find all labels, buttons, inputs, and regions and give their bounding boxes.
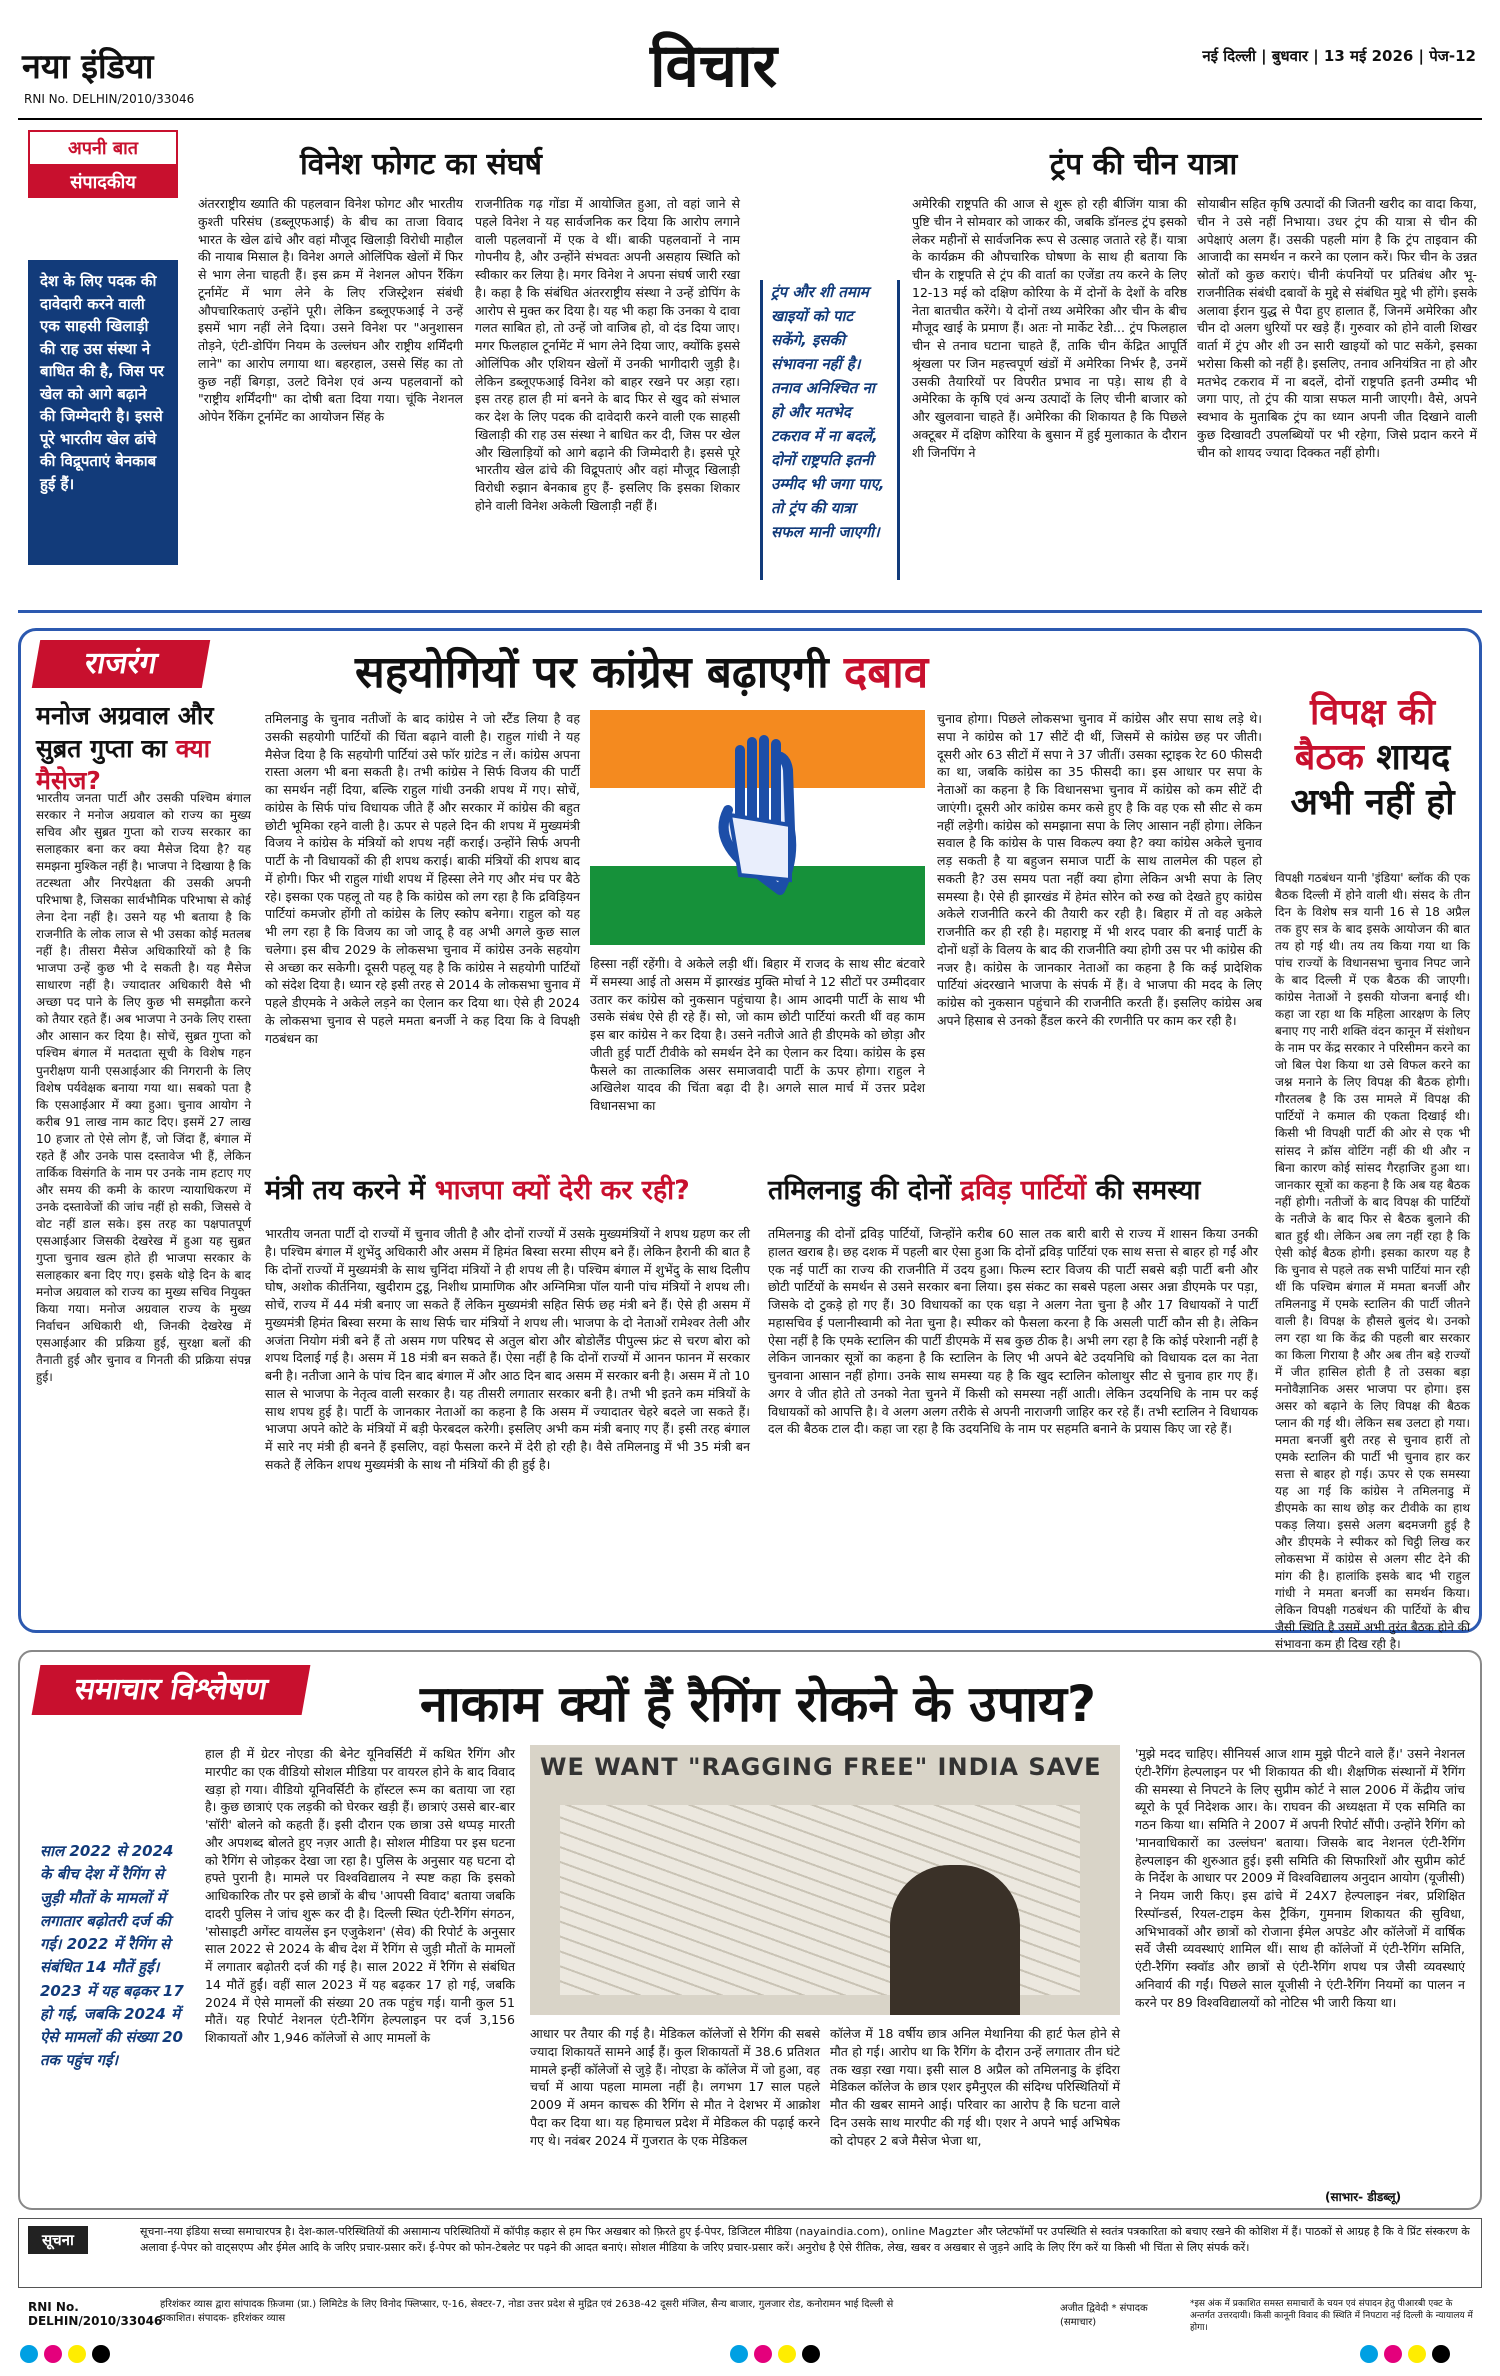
rajrang-left-headline [36, 700, 251, 798]
color-dot [20, 2345, 38, 2363]
headline-part: शायद अभी नहीं हो [1290, 737, 1455, 823]
samachar-tag: समाचार विश्लेषण [32, 1665, 311, 1715]
samachar-col3: कॉलेज में 18 वर्षीय छात्र अनिल मेथानिया की हार्ट फेल होने से मौत हो गई। आरोप था कि रैगिंग के दौरान उन्हें लगातार तीन घंटे तक खड़ा रखा गया। इसी साल 8 अप्रैल को तमिलनाडु के इंदिरा मेडिकल कॉलेज के छात्र एशर इमैनुएल की संदिग्ध परिस्थितियों में मौत की खबर सामने आई। परिवार का आरोप है कि घटना वाले दिन उसके साथ मारपीट की गई थी। एशर ने अपने भाई अभिषेक को दोपहर 2 बजे मैसेज भेजा था, [830, 2026, 1120, 2148]
registration-color-dots [730, 2345, 826, 2367]
color-dot [730, 2345, 748, 2363]
ragging-protest-photo [530, 1745, 1120, 2015]
headline-part: मंत्री तय करने में [265, 1175, 435, 1206]
color-dot [1432, 2345, 1450, 2363]
apni-baat-tag: अपनी बात [28, 130, 178, 166]
samachar-col1: हाल ही में ग्रेटर नोएडा की बेनेट यूनिवर्सिटी में कथित रैगिंग और मारपीट का एक वीडियो सोशल मीडिया पर वायरल होने के बाद विवाद खड़ा हो गया। वीडियो यूनिवर्सिटी के हॉस्टल रूम का बताया जा रहा है। कुछ छात्राएं एक लड़की को घेरकर खड़ी हैं। छात्राएं उससे बार-बार 'सॉरी' बोलने को कहती हैं। इसी दौरान एक छात्रा उसे थप्पड़ मारती और अपशब्द बोलते हुए नज़र आती है। सोशल मीडिया पर इस घटना को रैगिंग से जोड़कर देखा जा रहा है। पुलिस के अनुसार यह घटना दो हफ्ते पुरानी है। मामले पर विश्वविद्यालय ने स्पष्ट कहा कि इसको आधिकारिक तौर पर इसे छात्रों के बीच 'आपसी विवाद' बताया जबकि दादरी पुलिस ने जांच शुरू कर दी है। दिल्ली स्थित एंटी-रैगिंग संगठन, 'सोसाइटी अगेंस्ट वायलेंस इन एजुकेशन' (सेव) की रिपोर्ट के अनुसार साल 2022 से 2024 के बीच देश में रैगिंग से जुड़ी मौतों के मामलों में लगातार बढ़ोतरी दर्ज की गई है। साल 2022 में रैगिंग से संबंधित 14 मौतें हुईं। वहीं साल 2023 में यह बढ़कर 17 हो गई, जबकि 2024 में ऐसे मामलों की संख्या 20 तक पहुंच गई। यानी कुल 51 मौतें। यह रिपोर्ट नेशनल एंटी-रैगिंग हेल्पलाइन पर दर्ज 3,156 शिकायतों और 1,946 कॉलेजों से आए मामलों के [205, 1746, 515, 2045]
registration-color-dots [1360, 2345, 1456, 2367]
article2-col1: अमेरिकी राष्ट्रपति की आज से शुरू हो रही बीजिंग यात्रा की पुष्टि चीन ने सोमवार को जाकर की, जबकि डॉनल्ड ट्रंप इसको लेकर महीनों से सार्वजनिक रूप से उत्साह जताते रहे हैं। यात्रा के कार्यक्रम की औपचारिक घोषणा के साथ ही बताया कि चीन के राष्ट्रपति से ट्रंप की वार्ता का एजेंडा तय करने के लिए 12-13 मई को दक्षिण कोरिया के में दोनों के देशों के वरिष्ठ नेता बातचीत करेंगे। ये दोनों तथ्य अमेरिका और चीन के बीच मौजूद खाई के प्रमाण हैं। अतः नो मार्केट रेडी... ट्रंप फिलहाल चीन से तनाव घटाना चाहते हैं, ताकि चीन केंद्रित आपूर्ति श्रृंखला पर जिन महत्त्वपूर्ण खंडों में अमेरिका निर्भर है, उनमें उसकी तैयारियों पर विपरीत प्रभाव ना पड़े। साथ ही वे अमेरिका के कृषि एवं अन्य उत्पादों के लिए चीनी बाजार को और खुलवाना चाहते हैं। अमेरिका की शिकायत है कि पिछले अक्टूबर में दक्षिण कोरिया के बुसान में हुई मुलाकात के दौरान शी जिनपिंग ने [912, 196, 1187, 460]
rni-number: RNI No. DELHIN/2010/33046 [24, 92, 195, 106]
center-col2: हिस्सा नहीं रहेंगी। वे अकेले लड़ी थीं। बिहार में राजद के साथ सीट बंटवारे में समस्या आई तो असम में झारखंड मुक्ति मोर्चा ने 12 सीटों पर उम्मीदवार उतार कर कांग्रेस को नुकसान पहुंचाया है। आम आदमी पार्टी के साथ भी उसके संबंध ऐसे ही रहे हैं। सो, जो काम छोटी पार्टियां करती थीं वह काम इस बार कांग्रेस ने कर दिया है। उसने नतीजे आते ही डीएमके को छोड़ा और जीती हुई पार्टी टीवीके को समर्थन देने का ऐलान कर दिया। कांग्रेस के इस फैसले का तात्कालिक असर समाजवादी पार्टी के ऊपर होगा। राहुल ने अखिलेश यादव की चिंता बढ़ा दी है। अगले साल मार्च में उत्तर प्रदेश विधानसभा का [590, 956, 925, 1113]
article2-headline: ट्रंप की चीन यात्रा [1050, 147, 1238, 182]
headline-highlight: द्रविड़ पार्टियों [960, 1175, 1087, 1206]
headline-part: सहयोगियों पर कांग्रेस बढ़ाएगी [355, 647, 844, 698]
samachar-side-quote: साल 2022 से 2024 के बीच देश में रैगिंग से जुड़ी मौतों के मामलों में लगातार बढ़ोतरी दर्ज की गई। 2022 में रैगिंग से संबंधित 14 मौतें हुईं। 2023 में यह बढ़कर 17 हो गई, जबकि 2024 में ऐसे मामलों की संख्या 20 तक पहुंच गई। [40, 1842, 184, 2070]
sampadakiya-tag: संपादकीय [28, 166, 178, 198]
editorial-pull-quote: ट्रंप और शी तमाम खाइयों को पाट सकेंगे, इसकी संभावना नहीं है। तनाव अनिश्चित ना हो और मतभेद टकराव में ना बदलें, दोनों राष्ट्रपति इतनी उम्मीद भी जगा पाए, तो ट्रंप की यात्रा सफल मानी जाएगी। [760, 280, 900, 580]
headline-part: मनोज अग्रवाल और सुब्रत गुप्ता का [36, 701, 214, 763]
article2-col2: सोयाबीन सहित कृषि उत्पादों की जितनी खरीद का वादा किया, चीन ने उसे नहीं निभाया। उधर ट्रंप की यात्रा से चीन की अपेक्षाएं अलग हैं। उसकी पहली मांग है कि ट्रंप ताइवान की आजादी का समर्थन न करने का एलान करें। फिर चीन के उन्नत स्रोतों को कुछ कराएं। चीनी कंपनियों पर प्रतिबंध और भू-राजनीतिक संबंधी दबावों के मुद्दे से संबंधित मुद्दे भी होंगे। इसके अलावा ईरान युद्ध से पैदा हुए हालात हैं, जिनमें अमेरिका और चीन दो अलग धुरियों पर खड़े हैं। गुरुवार को होने वाली शिखर वार्ता में ट्रंप और शी उन सारी खाइयों को पाट सकेंगे, इसका भरोसा किसी को नहीं है। इसलिए, तनाव अनियंत्रित ना हो और मतभेद टकराव में ना बदलें, दोनों राष्ट्रपति इतनी उम्मीद भी जगा पाए, तो ट्रंप की यात्रा सफल मानी जाएगी। वैसे, अपने स्वभाव के मुताबिक ट्रंप का ध्यान अपनी जीत दिखाने वाली कुछ दिखावटी उपलब्धियों पर भी रहेगा, जिसे प्रदान करने में चीन को शायद ज्यादा दिक्कत नहीं होगी। [1197, 196, 1477, 460]
article1-col1: अंतरराष्ट्रीय ख्याति की पहलवान विनेश फोगट और भारतीय कुश्ती परिसंघ (डब्लूएफआई) के बीच का ताजा विवाद भारत के खेल ढांचे और वहां मौजूद खिलाड़ी विरोधी माहौल की नायाब मिसाल है। विनेश अगले ओलिंपिक खेलों में फिर से भाग लेना चाहती हैं। इस क्रम में नेशनल ओपन रैंकिंग टूर्नामेंट में भाग लेने के लिए रजिस्ट्रेशन संबंधी औपचारिकताएं उन्होंने पूरी। लेकिन डब्लूएफआई ने उन्हें इसमें भाग नहीं लेने दिया। उसने विनेश पर "अनुशासन तोड़ने, एंटी-डोपिंग नियम के उल्लंघन और राष्ट्रीय शर्मिंदगी लाने" का आरोप लगाया था। बहरहाल, उससे सिंह का तो कुछ नहीं बिगड़ा, उलटे विनेश एवं अन्य पहलवानों को "राष्ट्रीय शर्मिंदगी" का दोषी बता दिया गया। चूंकि नेशनल ओपेन रैंकिंग टूर्नामेंट का आयोजन सिंह के [198, 196, 463, 424]
notice-text: सूचना-नया इंडिया सच्चा समाचारपत्र है। देश-काल-परिस्थितियों की असामान्य परिस्थितियों में कॉपीड़ कहार से हम फिर अखबार को फ़िरते हुए ई-पेपर, डिजिटल मीडिया (nayaindia.com), online Magzter और प्लेटफॉर्मों पर उपस्थिति से स्वतंत्र पत्रकारिता को बचाए रखने की कोशिश में हैं। पाठकों से आग्रह है कि वे प्रिंट संस्करण के अलावा ई-पेपर को वाट्सएप्प और ईमेल आदि के जरिए प्रचार-प्रसार करें। ई-पेपर को फोन-टेबलेट पर पढ़ने की आदत बनाएं। सोशल मीडिया के जरिए प्रचार-प्रसार करें। अनुरोध है ऐसे रीतिक, लेख, खबर व अखबार से जुड़ने आदि के लिए रिंग करें या किसी भी चिंता से लिए संपर्क करें। [140, 2225, 1470, 2254]
article1-col2: राजनीतिक गढ़ गोंडा में आयोजित हुआ, तो वहां जाने से पहले विनेश ने यह सार्वजनिक कर दिया कि आरोप लगाने वाली पहलवानों में एक वे थीं। बाकी पहलवानों ने नाम गोपनीय है, और उन्होंने संभवतः अपनी असहाय स्थिति को स्वीकार कर लिया है। मगर विनेश ने अपना संघर्ष जारी रखा है। कहा है कि संबंधित अंतरराष्ट्रीय संस्था ने उन्हें डोपिंग के आरोप से मुक्त कर दिया है। यह भी कहा कि उनका ये दावा गलत साबित हो, तो उन्हें जो वाजिब हो, वो दंड दिया जाए। मगर फिलहाल टूर्नामेंट में भाग लेने दिया जाए, क्योंकि इससे ओलिंपिक और एशियन खेलों में उनकी भागीदारी जुड़ी है। लेकिन डब्लूएफआई विनेश को बाहर रखने पर अड़ा रहा। इस तरह हाल ही मां बनने के बाद फिर से खुद को संभाल कर देश के लिए पदक की दावेदारी करने वाली एक साहसी खिलाड़ी की राह उस संस्था ने बाधित कर दी, जिस पर खेल और खिलाड़ियों को आगे बढ़ाने की जिम्मेदारी है। इससे पूरे भारतीय खेल ढांचे की विद्रूपताएं और वहां मौजूद खिलाड़ी विरोधी रुझान बेनकाब हुए हैं- इसलिए कि इसका शिकार होने वाली विनेश अकेली खिलाड़ी नहीं हैं। [475, 196, 740, 513]
center-col3: चुनाव होगा। पिछले लोकसभा चुनाव में कांग्रेस और सपा साथ लड़े थे। सपा ने कांग्रेस को 17 सीटें दी थीं, जिसमें से कांग्रेस छह पर जीती। दूसरी ओर 63 सीटों में सपा ने 37 जीतीं। उसका स्ट्राइक रेट 60 फीसदी का था, जबकि कांग्रेस का 35 फीसदी का। इस आधार पर सपा के नेताओं का कहना है कि विधानसभा चुनाव में कांग्रेस को कम सीटें दी जाएंगी। दूसरी ओर कांग्रेस कमर कसे हुए है कि वह एक सौ सीट से कम नहीं लड़ेगी। कांग्रेस को समझाना सपा के लिए आसान नहीं होगा। लेकिन सवाल है कि कांग्रेस के पास विकल्प क्या है? क्या कांग्रेस अकेले चुनाव लड़ सकती है या बहुजन समाज पार्टी के साथ तालमेल की पहल हो सकती है? उस समय पता नहीं क्या होगा लेकिन अभी सपा के लिए समस्या है। ऐसे ही झारखंड में हेमंत सोरेन को रुख को देखते हुए कांग्रेस अकेले राजनीति करने की तैयारी कर रही है। बिहार में तो वह अकेले राजनीति कर ही रही है। महाराष्ट्र में भी शरद पवार की बनाई पार्टी के दोनों धड़ों के विलय के बाद की राजनीति क्या होगी उस पर भी कांग्रेस की नजर है। कांग्रेस के जानकार नेताओं का कहना है कि कई प्रादेशिक पार्टियां अंदरखाने भाजपा के संपर्क में हैं। वे भाजपा की मदद के लिए कांग्रेस को नुकसान पहुंचाने की राजनीति करती हैं। इसलिए कांग्रेस अब अपने हिसाब से उनको हैंडल करने की रणनीति पर काम कर रही है। [937, 711, 1262, 1028]
middle-right-headline [768, 1170, 1200, 1207]
color-dot [68, 2345, 86, 2363]
right-headline [1275, 690, 1470, 825]
right-body: विपक्षी गठबंधन यानी 'इंडिया' ब्लॉक की एक बैठक दिल्ली में होने वाली थी। संसद के तीन दिन के विशेष सत्र यानी 16 से 18 अप्रैल तक हुए सत्र के बाद इसके आयोजन की बात तय हो गई थी। तय तय किया गया था कि पांच राज्यों के विधानसभा चुनाव निपट जाने के बाद दिल्ली में एक बैठक की जाएगी। कांग्रेस नेताओं ने इसकी योजना बनाई थी। कहा जा रहा था कि महिला आरक्षण के लिए बनाए गए नारी शक्ति वंदन कानून में संशोधन के नाम पर केंद्र सरकार ने परिसीमन करने का जो बिल पेश किया था उसे विफल करने का जश्न मनाने के लिए विपक्ष की बैठक होगी। गौरतलब है कि उस मामले में विपक्ष की पार्टियों ने कमाल की एकता दिखाई थी। किसी भी विपक्षी पार्टी की ओर से एक भी सांसद ने क्रॉस वोटिंग नहीं की थी और न बिना कारण कोई सांसद गैरहाजिर हुआ था। जानकार सूत्रों का कहना है कि अब यह बैठक नहीं होगी। नतीजों के बाद विपक्ष की पार्टियों के नतीजे के बाद फिर से बैठक बुलाने की बात हुई थी। लेकिन अब लग नहीं रहा है कि ऐसी कोई बैठक होगी। इसका कारण यह है कि चुनाव से पहले तक सभी पार्टियां मान रही थीं कि पश्चिम बंगाल में ममता बनर्जी और तमिलनाडु में एमके स्टालिन की पार्टी जीतने वाली है। विपक्ष के हौसले बुलंद थे। उनको लग रहा था कि केंद्र की पहली बार सरकार का किला गिराया है और अब तीन बड़े राज्यों में जीत हासिल होती है तो उसका बड़ा मनोवैज्ञानिक असर भाजपा पर होगा। इस असर को बढ़ाने के लिए विपक्ष की बैठक प्लान की गई थी। लेकिन सब उलटा हो गया। ममता बनर्जी बुरी तरह से चुनाव हारीं तो एमके स्टालिन की पार्टी भी चुनाव हार कर सत्ता से बाहर हो गई। ऊपर से एक समस्या यह आ गई कि कांग्रेस ने तमिलनाडु में डीएमके का साथ छोड़ कर टीवीके का हाथ पकड़ लिया। इससे अलग बदमजगी हुई है और डीएमके ने स्पीकर को चिट्ठी लिख कर लोकसभा में कांग्रेस से अलग सीट देने की मांग की है। हालांकि इसके बाद भी राहुल गांधी ने ममता बनर्जी का समर्थन किया। लेकिन विपक्षी गठबंधन की पार्टियों के बीच जैसी स्थिति है उसमें अभी तुरंत बैठक होने की संभावना कम ही दिख रही है। [1275, 871, 1470, 1652]
samachar-headline: नाकाम क्यों हैं रैगिंग रोकने के उपाय? [420, 1675, 1097, 1733]
student-figure [890, 1865, 1020, 2015]
headline-highlight: बैठक [1294, 737, 1364, 778]
center-col1: तमिलनाडु के चुनाव नतीजों के बाद कांग्रेस ने जो स्टैंड लिया है वह उसकी सहयोगी पार्टियों की चिंता बढ़ाने वाली है। राहुल गांधी ने यह मैसेज दिया है कि सहयोगी पार्टियां उसे फॉर ग्रांटेड न लें। कांग्रेस अपना रास्ता अलग भी बना सकती है। तभी कांग्रेस ने सिर्फ विजय की पार्टी का समर्थन नहीं दिया, बल्कि राहुल गांधी उनकी शपथ में गए। सोचें, कांग्रेस के सिर्फ पांच विधायक जीते हैं और सरकार में कांग्रेस की बहुत छोटी भूमिका रहने वाली है। ऊपर से पहले दिन की शपथ में मुख्यमंत्री विजय ने कांग्रेस के मंत्रियों को शपथ नहीं कराई। उन्होंने सिर्फ अपनी पार्टी के नौ विधायकों की ही शपथ कराई। बाकी मंत्रियों की शपथ बाद में होगी। फिर भी राहुल गांधी शपथ में हिस्सा लेने गए और मंच पर बैठे रहे। इसका एक पहलू तो यह है कि कांग्रेस को लग रहा है कि द्रविड़ियन पार्टियां कमजोर होंगी तो कांग्रेस के लिए स्कोप बनेगा। राहुल को यह भी लग रहा है कि विजय का जो जादू है वह अभी अगले कुछ साल चलेगा। इस बीच 2029 के लोकसभा चुनाव में कांग्रेस उनके सहयोग से अच्छा कर सकेगी। दूसरी पहलू यह है कि कांग्रेस ने सहयोगी पार्टियों को संदेश दिया है। ध्यान रहे इसी तरह से 2014 के लोकसभा चुनाव में पहले डीएमके ने अकेले लड़ने का ऐलान कर दिया था। ऐसे ही 2024 के लोकसभा चुनाव से पहले ममता बनर्जी ने कह दिया कि वे विपक्षी गठबंधन का [265, 711, 580, 1046]
editorial-side-blurb: देश के लिए पदक की दावेदारी करने वाली एक साहसी खिलाड़ी की राह उस संस्था ने बाधित की है, जिस पर खेल को आगे बढ़ाने की जिम्मेदारी है। इससे पूरे भारतीय खेल ढांचे की विद्रूपताएं बेनकाब हुई हैं। [28, 260, 178, 565]
rajrang-left-body: भारतीय जनता पार्टी और उसकी पश्चिम बंगाल सरकार ने मनोज अग्रवाल को राज्य का मुख्य सचिव और सुब्रत गुप्ता को राज्य सरकार का सलाहकार बना कर क्या मैसेज दिया है? यह समझना मुश्किल नहीं है। भाजपा ने दिखाया है कि तटस्थता और निरपेक्षता की उसकी अपनी परिभाषा है, जिसका सार्वभौमिक परिभाषा से कोई लेना देना नहीं है। उसने यह भी बताया है कि राजनीति के लोक लाज से भी उसका कोई मतलब नहीं है। तीसरा मैसेज अधिकारियों को है कि भाजपा उन्हें कुछ भी दे सकती है। यह मैसेज साधारण नहीं है। ज्यादातर अधिकारी वैसे भी अच्छा पद पाने के लिए कुछ भी समझौता करने को तैयार रहते हैं। अब भाजपा ने उनके लिए रास्ता और आसान कर दिया है। सोचें, सुब्रत गुप्ता को पश्चिम बंगाल में मतदाता सूची के विशेष गहन पुनरीक्षण यानी एसआईआर की निगरानी के लिए विशेष पर्यवेक्षक बनाया गया था। सबको पता है कि एसआईआर में क्या हुआ। चुनाव आयोग ने करीब 91 लाख नाम काट दिए। इसमें 27 लाख 10 हजार तो ऐसे लोग हैं, जो जिंदा हैं, बंगाल में रहते हैं और उनके पास दस्तावेज भी हैं, लेकिन तार्किक विसंगति के नाम पर उनके नाम हटाए गए और समय की कमी के कारण न्यायाधिकरण में उनके दस्तावेजों की जांच नहीं हो सकी, जिससे वे वोट नहीं डाल सके। इस तरह का पक्षपातपूर्ण एसआईआर जिसकी देखरेख में हुआ यह सुब्रत गुप्ता चुनाव खत्म होते ही भाजपा सरकार के सलाहकार बना दिए गए। इसके थोड़े दिन के बाद मनोज अग्रवाल को राज्य का मुख्य सचिव नियुक्त किया गया। मनोज अग्रवाल राज्य के मुख्य निर्वाचन अधिकारी थी, जिनकी देखरेख में एसआईआर की प्रक्रिया हुई, सुरक्षा बलों की तैनाती हुई और चुनाव व गिनती की प्रक्रिया संपन्न हुई। [36, 791, 251, 1385]
section-title: विचार [650, 31, 778, 101]
samachar-col4: 'मुझे मदद चाहिए। सीनियर्स आज शाम मुझे पीटने वाले हैं।' उसने नेशनल एंटी-रैगिंग हेल्पलाइन पर भी शिकायत की थी। शैक्षणिक संस्थानों में रैगिंग की समस्या से निपटने के लिए सुप्रीम कोर्ट ने साल 2006 में केंद्रीय जांच ब्यूरो के पूर्व निदेशक आर। के। राघवन की अध्यक्षता में एक समिति का गठन किया था। समिति ने 2007 में अपनी रिपोर्ट सौंपी। उन्होंने रैगिंग को 'मानवाधिकारों का उल्लंघन' बताया। जिसके बाद नेशनल एंटी-रैगिंग हेल्पलाइन की शुरुआत हुई। इसी समिति की सिफारिशों और सुप्रीम कोर्ट के निर्देश के आधार पर 2009 में विश्वविद्यालय अनुदान आयोग (यूजीसी) ने नियम जारी किए। इस ढांचे में 24X7 हेल्पलाइन नंबर, प्रशिक्षित रिस्पॉन्डर्स, रियल-टाइम केस ट्रैकिंग, गुमनाम शिकायत की सुविधा, अभिभावकों और छात्रों को रोजाना ईमेल अपडेट और कॉलेजों में वार्षिक सर्वे जैसी व्यवस्थाएं शामिल थीं। साथ ही कॉलेजों में एंटी-रैगिंग समिति, एंटी-रैगिंग स्क्वॉड और छात्रों से एंटी-रैगिंग शपथ पत्र जैसी व्यवस्थाएं अनिवार्य की गईं। पिछले साल यूजीसी ने एंटी-रैगिंग नियमों का पालन न करने पर 89 विश्वविद्यालयों को नोटिस भी जारी किया था। [1135, 1746, 1465, 2010]
color-dot [1360, 2345, 1378, 2363]
color-dot [802, 2345, 820, 2363]
footer-imprint: हरिशंकर व्यास द्वारा सांपादक फ़िजमा (प्रा.) लिमिटेड के लिए विनोद फ्लिप्सार, ए-16, सेक्टर-7, नोडा उत्तर प्रदेश से मुद्रित एवं 2638-42 दूसरी मंजिल, सैन्य बाजार, गुलजार रोड, कनोरामन भाई दिल्ली से प्रकाशित। संपादक- हरिशंकर व्यास [160, 2299, 894, 2324]
footer-rni: RNI No. DELHIN/2010/33046 [28, 2300, 163, 2328]
color-dot [44, 2345, 62, 2363]
registration-color-dots [20, 2345, 116, 2367]
header-rule [18, 118, 1482, 120]
rajrang-tag: राजरंग [32, 640, 210, 688]
headline-highlight: भाजपा क्यों देरी कर रही? [434, 1175, 690, 1206]
footer-editor: अजीत द्विवेदी * संपादक (समाचार) [1060, 2303, 1148, 2328]
samachar-col2: आधार पर तैयार की गई है। मेडिकल कॉलेजों से रैगिंग की सबसे ज्यादा शिकायतें सामने आईं हैं। कुल शिकायतों में 38.6 प्रतिशत मामले इन्हीं कॉलेजों से जुड़े हैं। नोएडा के कॉलेज में जो हुआ, वह चर्चा में आया पहला मामला नहीं है। लगभग 17 साल पहले 2009 में अमन काचरू की रैगिंग से मौत ने देशभर में आक्रोश पैदा कर दिया था। यह हिमाचल प्रदेश में मेडिकल की पढ़ाई करने गए थे। नवंबर 2024 में गुजरात के एक मेडिकल [530, 2026, 820, 2148]
dateline: नई दिल्ली | बुधवार | 13 मई 2026 | पेज-12 [1202, 47, 1476, 65]
samachar-credit: (साभार- डीडब्लू) [1325, 2190, 1402, 2204]
article1-headline: विनेश फोगट का संघर्ष [300, 147, 542, 182]
editorial-tags [28, 130, 178, 198]
middle-left-headline [265, 1170, 690, 1207]
notice-label: सूचना [28, 2226, 88, 2254]
congress-flag-image [590, 710, 925, 945]
footer-disclaimer: *इस अंक में प्रकाशित समस्त समाचारों के चयन एवं संपादन हेतु पीआरबी एक्ट के अन्तर्गत उत्तरदायी। किसी कानूनी विवाद की स्थिति में निपटारा नई दिल्ली के न्यायालय में होगा। [1190, 2299, 1473, 2334]
section-divider [18, 610, 1482, 613]
headline-part: की समस्या [1086, 1175, 1201, 1206]
photo-banner-text: WE WANT "RAGGING FREE" INDIA SAVE [540, 1753, 1102, 1781]
color-dot [92, 2345, 110, 2363]
headline-part: विपक्ष की [1309, 692, 1436, 733]
headline-part: तमिलनाडु की दोनों [768, 1175, 961, 1206]
color-dot [754, 2345, 772, 2363]
headline-highlight: दबाव [843, 647, 929, 698]
color-dot [778, 2345, 796, 2363]
center-headline [355, 640, 928, 700]
headline-highlight: क्या मैसेज? [36, 733, 211, 795]
masthead-logo: नया इंडिया [22, 47, 154, 87]
color-dot [1384, 2345, 1402, 2363]
color-dot [1408, 2345, 1426, 2363]
middle-right-body: तमिलनाडु की दोनों द्रविड़ पार्टियों, जिन्होंने करीब 60 साल तक बारी बारी से राज्य में शासन किया उनकी हालत खराब है। छह दशक में पहली बार ऐसा हुआ कि दोनों द्रविड़ पार्टियां एक साथ सत्ता से बाहर हो गईं और एक नई पार्टी का राज्य की राजनीति में उदय हुआ। फिल्म स्टार विजय की पार्टी सबसे बड़ी पार्टी बनी और छोटी पार्टियों के समर्थन से उसने सरकार बना लिया। इस संकट का सबसे पहला असर अन्ना डीएमके पर पड़ा, जिसके दो टुकड़े हो गए हैं। 30 विधायकों का एक धड़ा ने अलग नेता चुना है और 17 विधायकों ने पार्टी महासचिव ई पलानीस्वामी को नेता चुना है। स्पीकर को फैसला करना है कि असली पार्टी कौन सी है। लेकिन ऐसा नहीं है कि एमके स्टालिन की पार्टी डीएमके में सब कुछ ठीक है। अभी लग रहा है कि कोई परेशानी नहीं है लेकिन जानकार सूत्रों का कहना है कि स्टालिन के लिए भी अपने बेटे उदयनिधि को विधायक दल का नेता चुनवाना आसान नहीं होगा। उनके साथ समस्या यह है कि खुद स्टालिन कोलाथुर सीट से चुनाव हार गए हैं। अगर वे जीत होते तो उनको नेता चुनने में किसी को समस्या नहीं आती। लेकिन उदयनिधि के नाम पर कई विधायकों को आपत्ति है। वे अलग अलग तरीके से अपनी नाराजगी जाहिर कर रहे हैं। तभी स्टालिन ने विधायक दल की बैठक टाल दी। कहा जा रहा है कि उदयनिधि के नाम पर सहमति बनाने के प्रयास किए जा रहे हैं। [768, 1226, 1258, 1437]
middle-left-body: भारतीय जनता पार्टी दो राज्यों में चुनाव जीती है और दोनों राज्यों में उसके मुख्यमंत्रियों ने शपथ ग्रहण कर ली है। पश्चिम बंगाल में शुभेंदु अधिकारी और असम में हिमंत बिस्वा सरमा सीएम बने हैं। लेकिन हैरानी की बात है कि दोनों राज्यों में मुख्यमंत्री के साथ चुनिंदा मंत्रियों ने ही शपथ ली है। पश्चिम बंगाल में शुभेंदु के साथ दिलीप घोष, अशोक कीर्तनिया, खुदीराम टुडू, निशीथ प्रामाणिक और अग्निमित्रा पॉल यानी पांच मंत्रियों ने शपथ ली। सोचें, राज्य में 44 मंत्री बनाए जा सकते हैं लेकिन मुख्यमंत्री सहित सिर्फ छह मंत्री बने हैं। ऐसे ही असम में मुख्यमंत्री हिमंत बिस्वा सरमा के साथ सिर्फ चार मंत्रियों ने शपथ ली। भाजपा के दो नेताओं रामेश्वर तेली और अजंता नियोग मंत्री बने हैं तो असम गण परिषद से अतुल बोरा और बोडोलैंड पीपुल्स फ्रंट से चरण बोरा को शपथ दिलाई गई है। असम में 18 मंत्री बन सकते हैं। ऐसा नहीं है कि दोनों राज्यों में आनन फानन में सरकार बनी है। नतीजा आने के पांच दिन बाद बंगाल में और आठ दिन बाद असम में सरकार बनी है। असम में तो 10 साल से भाजपा के नेतृत्व वाली सरकार है। यह तीसरी लगातार सरकार बनी है। तभी भी इतने कम मंत्रियों के साथ शपथ हुई है। पार्टी के जानकार नेताओं का कहना है कि असम में ज्यादातर चेहरे बदले जा सकते हैं। भाजपा अपने कोटे के मंत्रियों में बड़ी फेरबदल करेगी। इसलिए अभी कम मंत्री बनाए गए हैं। इसी तरह बंगाल में सारे नए मंत्री ही बनने हैं इसलिए, वहां फैसला करने में देरी हो रही है। वैसे तमिलनाडु में भी 35 मंत्री बन सकते हैं लेकिन शपथ मुख्यमंत्री के साथ नौ मंत्रियों की ही हुई है। [265, 1226, 750, 1472]
